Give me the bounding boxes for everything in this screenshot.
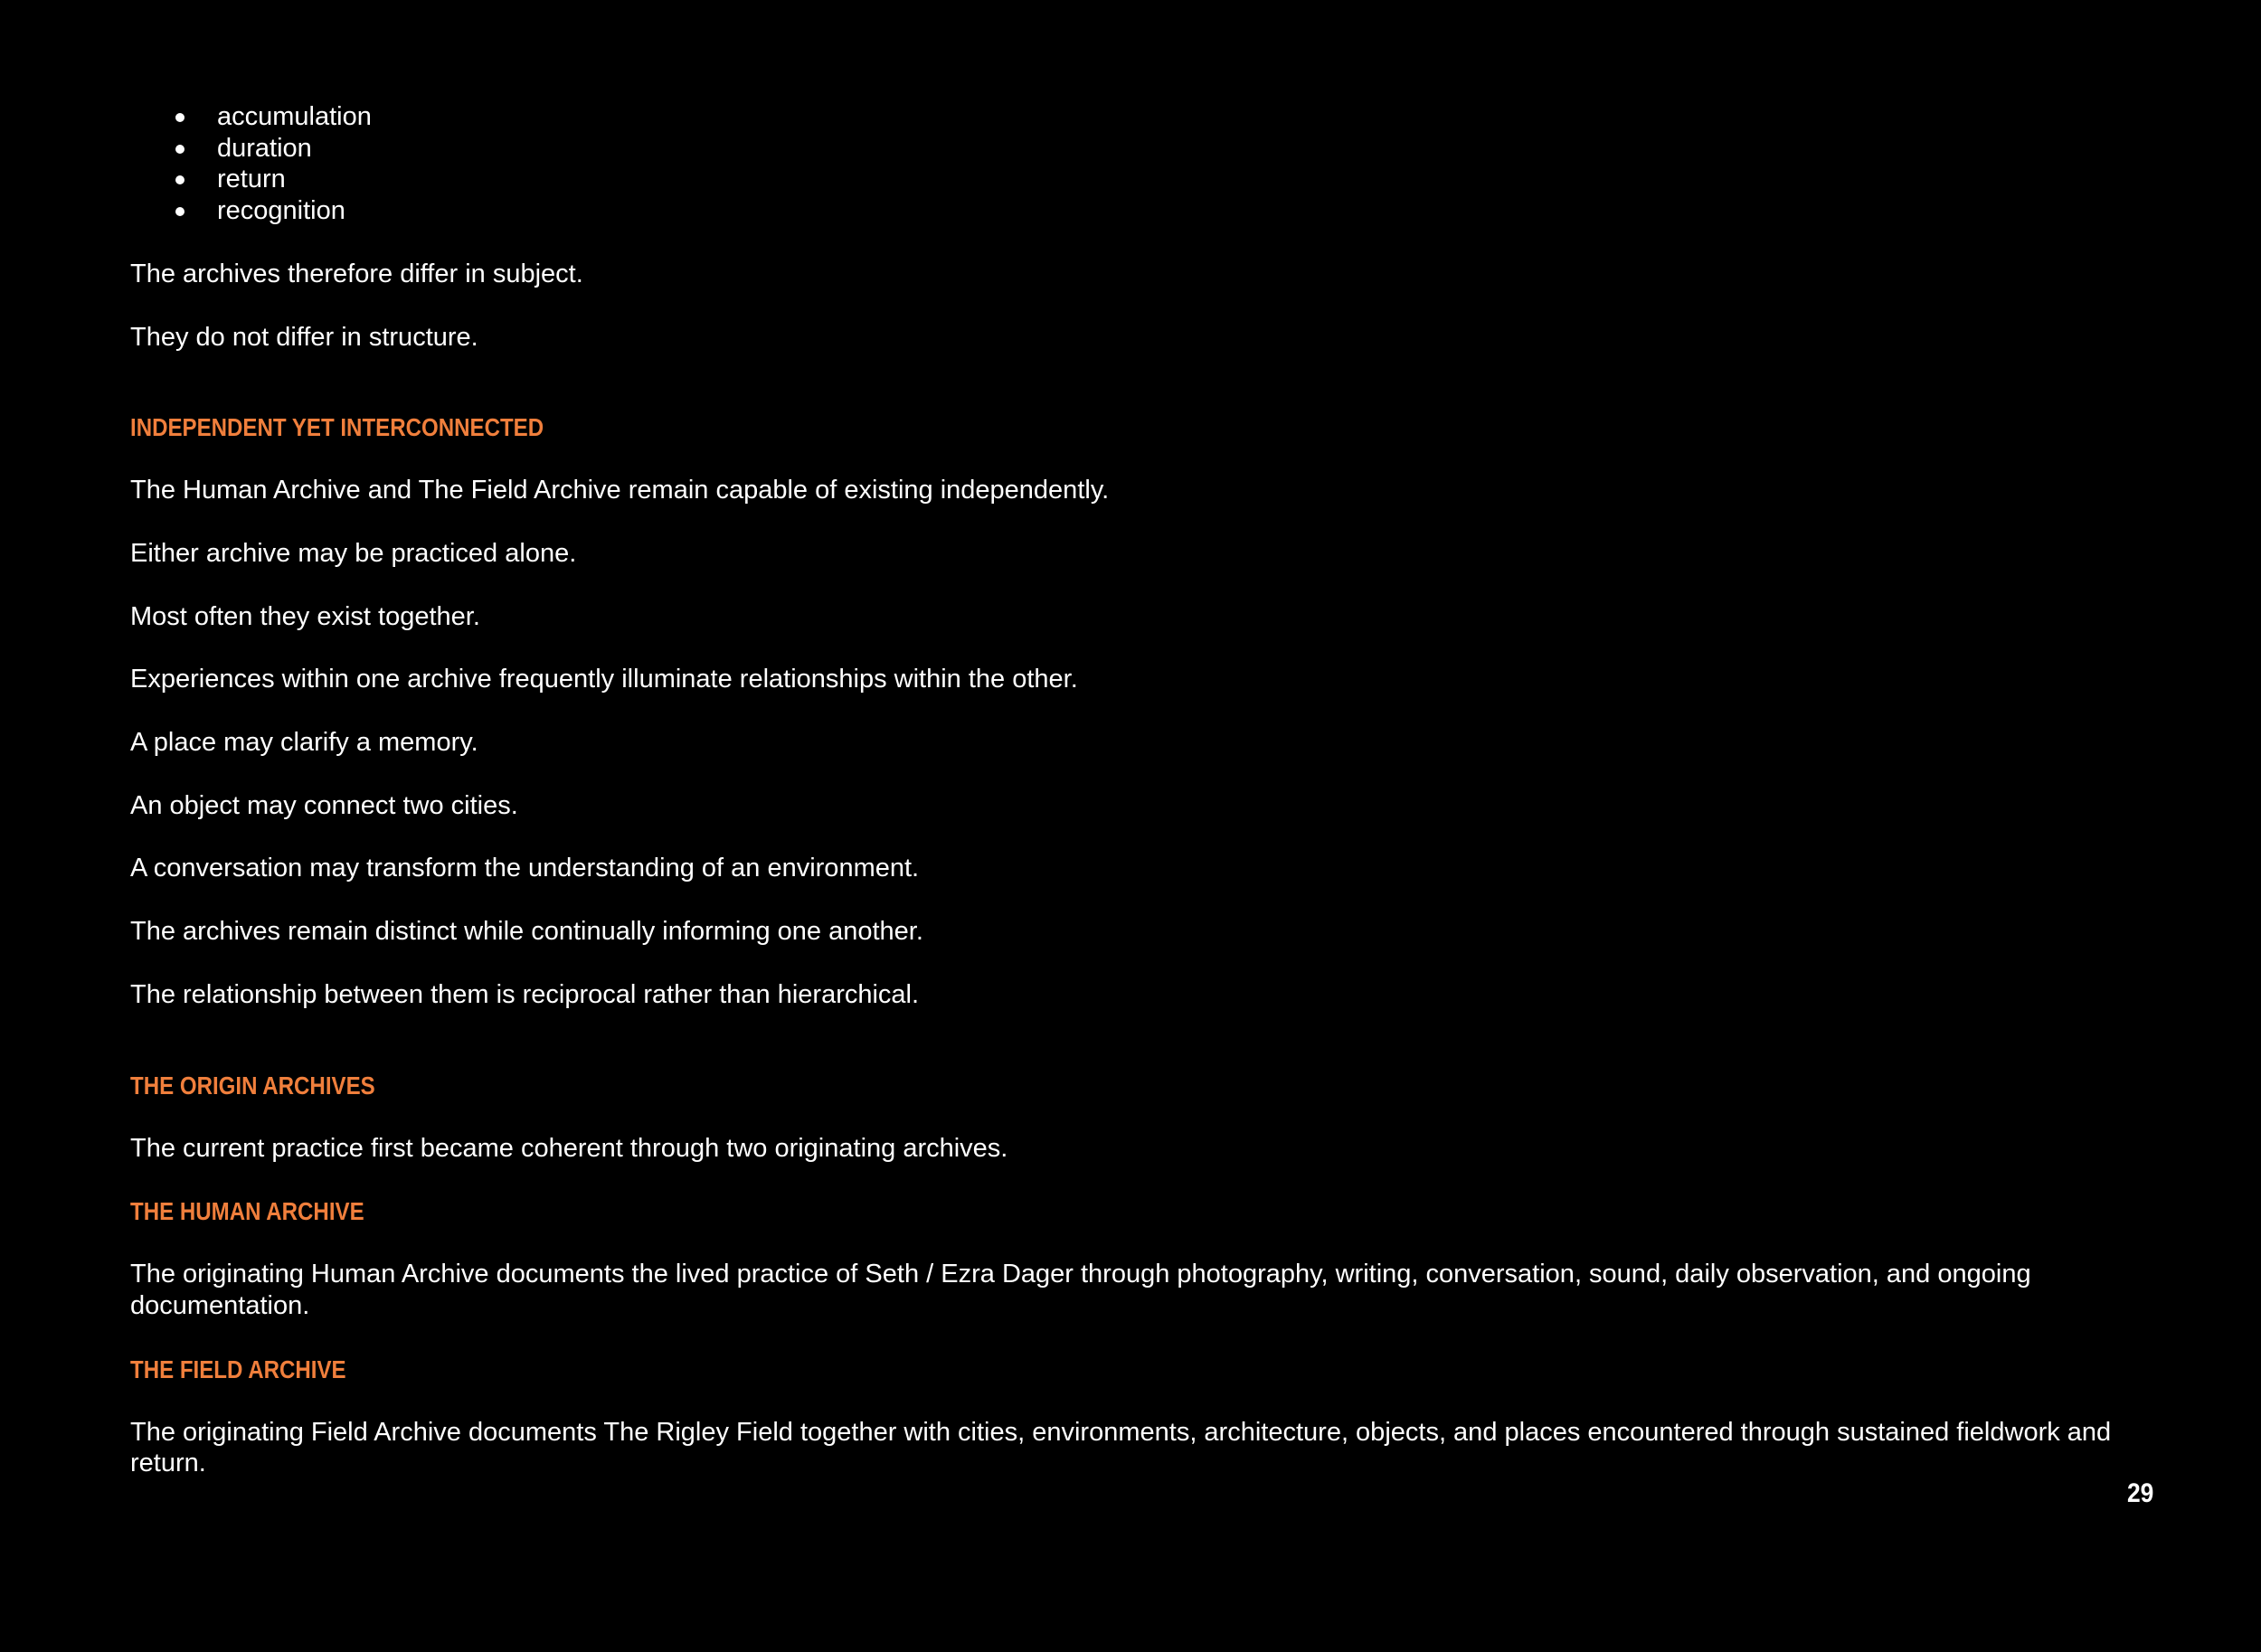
paragraph: Either archive may be practiced alone.	[130, 538, 577, 568]
paragraph: The current practice first became coherent through two originating archives.	[130, 1133, 1008, 1163]
bullet-item: accumulation	[217, 101, 2147, 133]
section-heading-origin: THE ORIGIN ARCHIVES	[130, 1071, 375, 1100]
paragraph: The Human Archive and The Field Archive remain capable of existing independently.	[130, 476, 1110, 505]
paragraph: The archives remain distinct while continually informing one another.	[130, 917, 923, 947]
bullet-item: return	[217, 164, 2147, 195]
bullet-item: recognition	[217, 195, 2147, 227]
paragraph: The relationship between them is reciprocal rather than hierarchical.	[130, 979, 920, 1009]
paragraph: The originating Human Archive documents the lived practice of Seth / Ezra Dager through photography, writing, conversation, sound, daily observation, and ongoing documentation.	[130, 1260, 2031, 1320]
section-heading-field-archive: THE FIELD ARCHIVE	[130, 1355, 346, 1383]
paragraph: An object may connect two cities.	[130, 790, 518, 820]
paragraph: The originating Field Archive documents The Rigley Field together with cities, environments, architecture, objects, and places encountered through sustained fieldwork and return.	[130, 1417, 2112, 1478]
document-page	[130, 101, 2147, 1479]
paragraph: Most often they exist together.	[130, 601, 480, 631]
paragraph: Experiences within one archive frequently illuminate relationships within the other.	[130, 665, 1078, 694]
bullet-item: duration	[217, 133, 2147, 165]
section-heading-human-archive: THE HUMAN ARCHIVE	[130, 1197, 364, 1226]
paragraph: A place may clarify a memory.	[130, 728, 478, 758]
paragraph: A conversation may transform the understanding of an environment.	[130, 854, 920, 883]
paragraph: The archives therefore differ in subject.	[130, 259, 583, 288]
section-heading-independent: INDEPENDENT YET INTERCONNECTED	[130, 413, 544, 442]
page-number: 29	[2127, 1478, 2154, 1508]
bullet-list	[130, 101, 2147, 227]
paragraph: They do not differ in structure.	[130, 322, 478, 352]
